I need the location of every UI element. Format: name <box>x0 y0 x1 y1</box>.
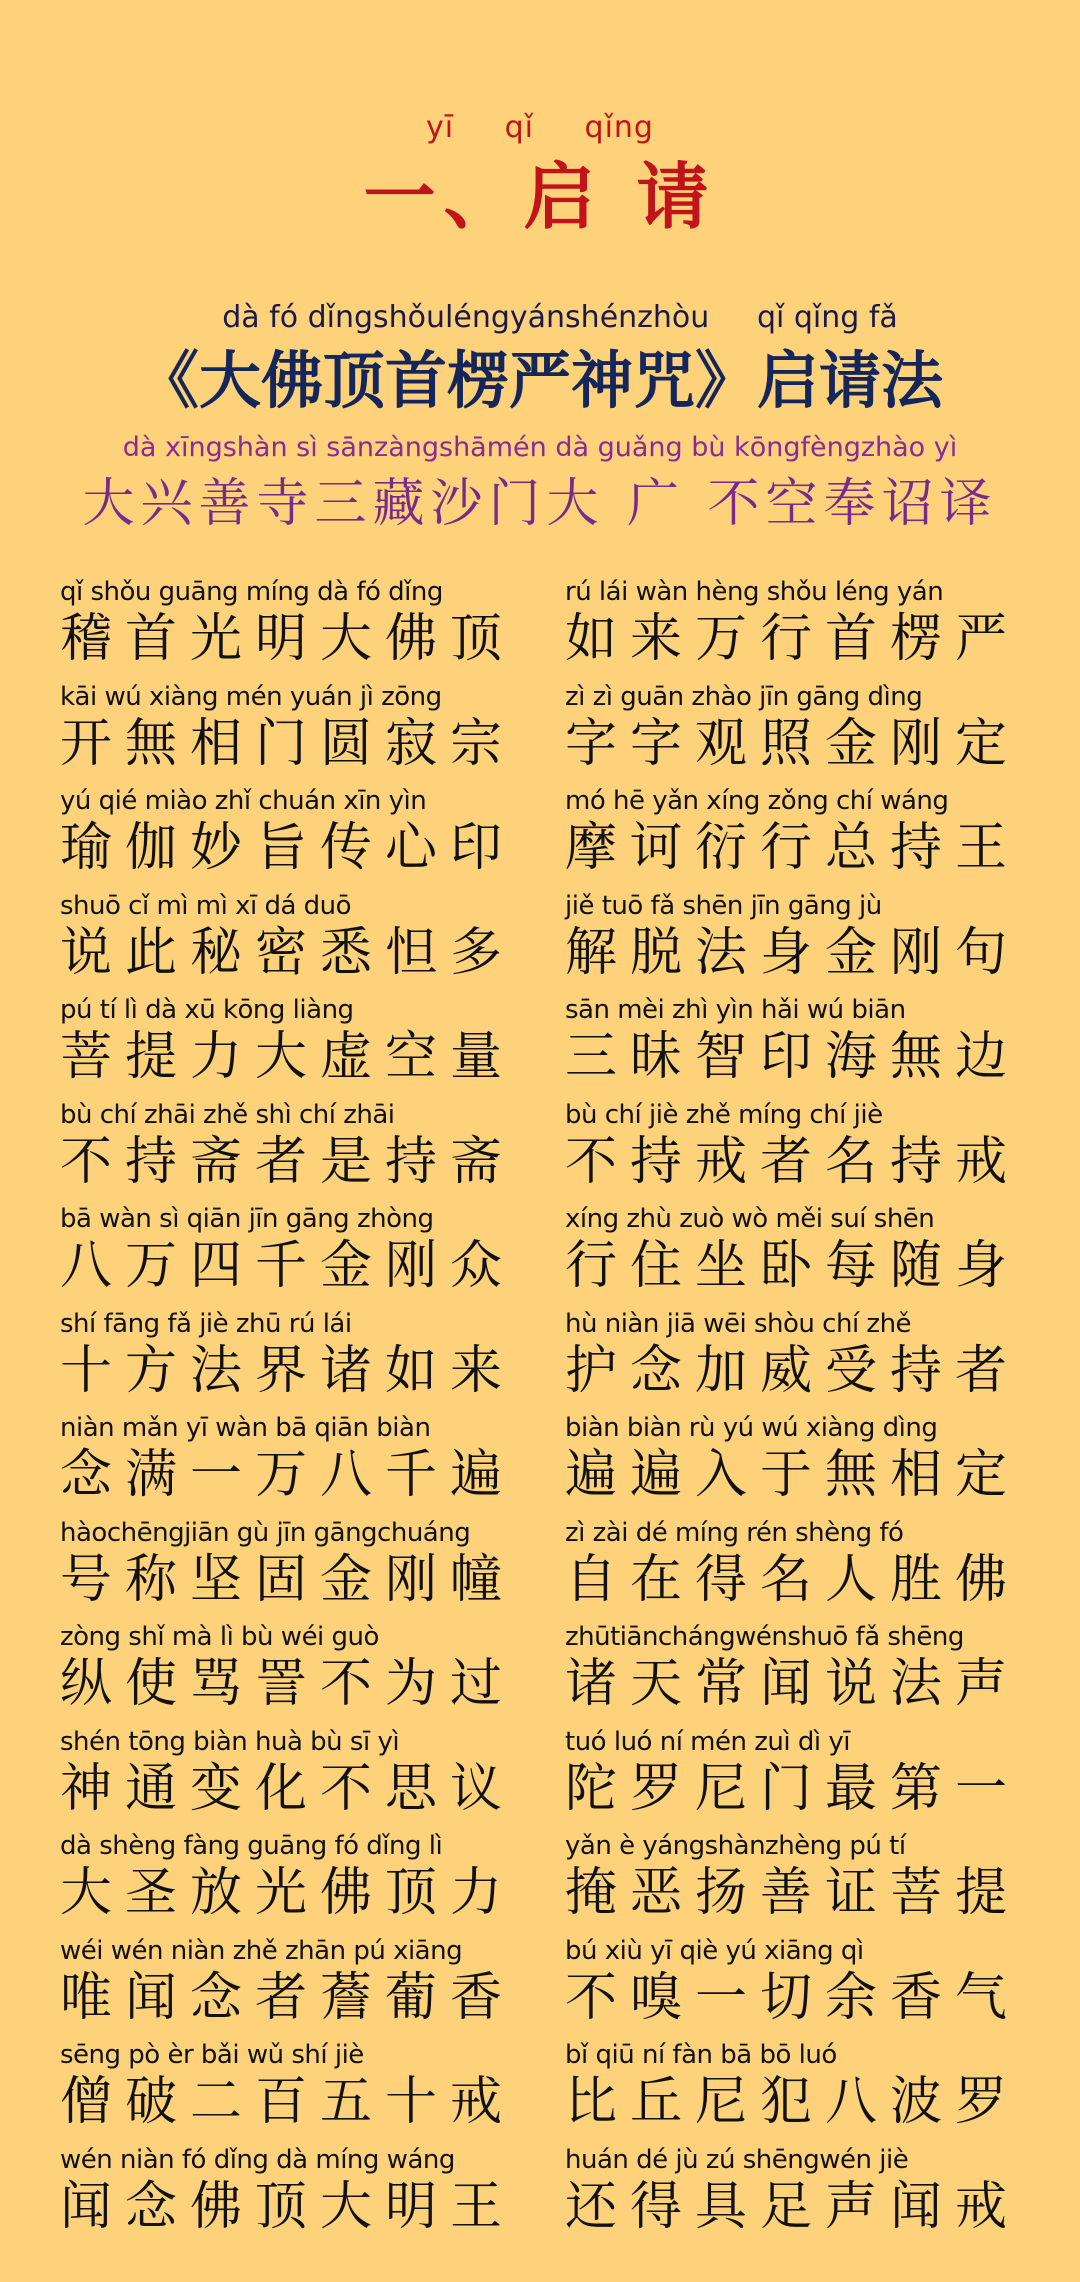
verse-pinyin: zì zài dé míng rén shèng fó <box>565 1517 904 1548</box>
verse-hanzi: 自在得名人胜佛 <box>565 1549 1021 1610</box>
verse-pinyin: hù niàn jiā wēi shòu chí zhě <box>565 1308 912 1339</box>
verse-right-phrase <box>565 1725 1055 1819</box>
verse-left-phrase <box>60 1307 550 1401</box>
verse-pinyin: huán dé jù zú shēngwén jiè <box>565 2144 909 2175</box>
verse-hanzi: 号称坚固金刚幢 <box>60 1549 516 1610</box>
verse-hanzi: 字字观照金刚定 <box>565 713 1021 774</box>
verse-hanzi: 摩诃衍行总持王 <box>565 818 1021 878</box>
verse-left-phrase <box>60 1516 550 1610</box>
verse-right-phrase <box>565 1411 1055 1505</box>
verse-pinyin: kāi wú xiàng mén yuán jì zōng <box>60 681 442 712</box>
verse-pinyin: dà shèng fàng guāng fó dǐng lì <box>60 1831 443 1861</box>
verse-left-phrase <box>60 680 550 774</box>
verse-pinyin: bú xiù yī qiè yú xiāng qì <box>565 1935 864 1966</box>
verse-pinyin: sēng pò èr bǎi wǔ shí jiè <box>60 2040 364 2070</box>
verse-right-phrase <box>565 2143 1055 2237</box>
verse-right-phrase <box>565 680 1055 774</box>
verse-right-phrase <box>565 1202 1055 1296</box>
verse-left-phrase <box>60 2143 550 2237</box>
verse-left-phrase <box>60 2038 550 2132</box>
verse-hanzi: 神通变化不思议 <box>60 1758 516 1819</box>
verse-right-phrase <box>565 993 1055 1087</box>
verse-hanzi: 还得具足声闻戒 <box>565 2176 1021 2237</box>
verse-hanzi: 唯闻念者薝葡香 <box>60 1967 516 2028</box>
verse-hanzi: 念满一万八千遍 <box>60 1445 516 1505</box>
verse-row <box>0 1620 1080 1724</box>
verse-row <box>0 575 1080 679</box>
verse-hanzi: 解脱法身金刚句 <box>565 922 1021 983</box>
verse-right-phrase <box>565 1098 1055 1192</box>
verse-left-phrase <box>60 1620 550 1714</box>
verse-right-phrase <box>565 1620 1055 1714</box>
verse-row <box>0 1725 1080 1829</box>
subtitle: 《大佛顶首楞严神咒》启请法 <box>136 344 943 417</box>
verse-row <box>0 1829 1080 1933</box>
verse-row <box>0 1516 1080 1620</box>
verse-hanzi: 说此秘密悉怛多 <box>60 922 516 983</box>
verse-hanzi: 十方法界诸如来 <box>60 1340 516 1401</box>
section-title-pinyin: yī qǐ qǐng <box>426 110 654 145</box>
verse-right-phrase <box>565 889 1055 983</box>
verse-left-phrase <box>60 1202 550 1296</box>
verse-pinyin: sān mèi zhì yìn hǎi wú biān <box>565 995 906 1025</box>
verse-right-phrase <box>565 575 1055 669</box>
verse-pinyin: pú tí lì dà xū kōng liàng <box>60 995 354 1025</box>
verse-row <box>0 784 1080 888</box>
verse-left-phrase <box>60 1725 550 1819</box>
verse-pinyin: rú lái wàn hèng shǒu léng yán <box>565 577 944 607</box>
verse-pinyin: wéi wén niàn zhě zhān pú xiāng <box>60 1935 463 1966</box>
verse-hanzi: 稽首光明大佛顶 <box>60 609 516 669</box>
verse-row <box>0 1411 1080 1515</box>
verse-left-phrase <box>60 1411 550 1505</box>
translator-pinyin: dà xīngshàn sì sānzàngshāmén dà guǎng bù kōngfèngzhào yì <box>122 432 958 463</box>
verse-row <box>0 993 1080 1097</box>
verse-hanzi: 不持斋者是持斋 <box>60 1131 516 1192</box>
verse-pinyin: yǎn è yángshànzhèng pú tí <box>565 1831 906 1861</box>
verse-pinyin: jiě tuō fǎ shēn jīn gāng jù <box>565 890 882 921</box>
verse-hanzi: 遍遍入于無相定 <box>565 1445 1021 1505</box>
verse-pinyin: mó hē yǎn xíng zǒng chí wáng <box>565 786 949 816</box>
verse-hanzi: 闻念佛顶大明王 <box>60 2176 516 2237</box>
verse-right-phrase <box>565 1934 1055 2028</box>
verse-pinyin: bǐ qiū ní fàn bā bō luó <box>565 2040 837 2070</box>
verse-pinyin: niàn mǎn yī wàn bā qiān biàn <box>60 1413 431 1443</box>
verse-hanzi: 诸天常闻说法声 <box>565 1654 1021 1714</box>
verse-left-phrase <box>60 993 550 1087</box>
verse-pinyin: hàochēngjiān gù jīn gāngchuáng <box>60 1517 471 1548</box>
verse-row <box>0 1934 1080 2038</box>
verse-left-phrase <box>60 1829 550 1923</box>
verse-hanzi: 掩恶扬善证菩提 <box>565 1863 1021 1923</box>
verse-row <box>0 2038 1080 2142</box>
verse-row <box>0 2143 1080 2247</box>
verse-left-phrase <box>60 784 550 878</box>
verse-pinyin: shén tōng biàn huà bù sī yì <box>60 1726 400 1757</box>
verse-hanzi: 护念加威受持者 <box>565 1340 1021 1401</box>
verse-right-phrase <box>565 1829 1055 1923</box>
verse-hanzi: 三昧智印海無边 <box>565 1027 1021 1087</box>
verse-right-phrase <box>565 2038 1055 2132</box>
verse-hanzi: 行住坐卧每随身 <box>565 1236 1021 1296</box>
verse-hanzi: 如来万行首楞严 <box>565 609 1021 669</box>
subtitle-block <box>0 300 1080 420</box>
verse-hanzi: 僧破二百五十戒 <box>60 2072 516 2132</box>
translator-block <box>0 432 1080 536</box>
verse-pinyin: zì zì guān zhào jīn gāng dìng <box>565 681 923 712</box>
verse-pinyin: tuó luó ní mén zuì dì yī <box>565 1726 850 1757</box>
verse-pinyin: bā wàn sì qiān jīn gāng zhòng <box>60 1204 434 1234</box>
verse-hanzi: 陀罗尼门最第一 <box>565 1758 1021 1819</box>
verse-right-phrase <box>565 784 1055 878</box>
verse-hanzi: 瑜伽妙旨传心印 <box>60 818 516 878</box>
subtitle-pinyin: dà fó dǐngshǒuléngyánshénzhòu qǐ qǐng fǎ <box>222 300 898 335</box>
verse-left-phrase <box>60 1934 550 2028</box>
verse-pinyin: shí fāng fǎ jiè zhū rú lái <box>60 1308 352 1339</box>
verse-pinyin: bù chí zhāi zhě shì chí zhāi <box>60 1099 395 1130</box>
verse-left-phrase <box>60 575 550 669</box>
verse-hanzi: 纵使骂詈不为过 <box>60 1654 516 1714</box>
section-title-block <box>0 110 1080 243</box>
verse-row <box>0 1202 1080 1306</box>
verse-pinyin: shuō cǐ mì mì xī dá duō <box>60 890 352 921</box>
verse-pinyin: zhūtiānchángwénshuō fǎ shēng <box>565 1622 964 1652</box>
verse-hanzi: 不持戒者名持戒 <box>565 1131 1021 1192</box>
verse-right-phrase <box>565 1307 1055 1401</box>
verse-left-phrase <box>60 1098 550 1192</box>
verse-right-phrase <box>565 1516 1055 1610</box>
verse-hanzi: 八万四千金刚众 <box>60 1236 516 1296</box>
verse-hanzi: 菩提力大虚空量 <box>60 1027 516 1087</box>
verse-row <box>0 1307 1080 1411</box>
verse-row <box>0 680 1080 784</box>
verse-hanzi: 不嗅一切余香气 <box>565 1967 1021 2028</box>
section-title: 一、启 请 <box>363 154 717 239</box>
verse-pinyin: yú qié miào zhǐ chuán xīn yìn <box>60 786 427 816</box>
verse-pinyin: wén niàn fó dǐng dà míng wáng <box>60 2144 455 2175</box>
verse-row <box>0 1098 1080 1202</box>
verse-hanzi: 开無相门圆寂宗 <box>60 713 516 774</box>
verse-pinyin: bù chí jiè zhě míng chí jiè <box>565 1099 883 1130</box>
verse-pinyin: biàn biàn rù yú wú xiàng dìng <box>565 1413 938 1443</box>
verse-pinyin: xíng zhù zuò wò měi suí shēn <box>565 1204 935 1234</box>
verse-hanzi: 大圣放光佛顶力 <box>60 1863 516 1923</box>
translator-line: 大兴善寺三藏沙门大 广 不空奉诏译 <box>82 474 998 534</box>
verse-row <box>0 889 1080 993</box>
verse-pinyin: qǐ shǒu guāng míng dà fó dǐng <box>60 577 443 607</box>
verse-left-phrase <box>60 889 550 983</box>
verse-pinyin: zòng shǐ mà lì bù wéi guò <box>60 1622 379 1652</box>
verse-hanzi: 比丘尼犯八波罗 <box>565 2072 1021 2132</box>
